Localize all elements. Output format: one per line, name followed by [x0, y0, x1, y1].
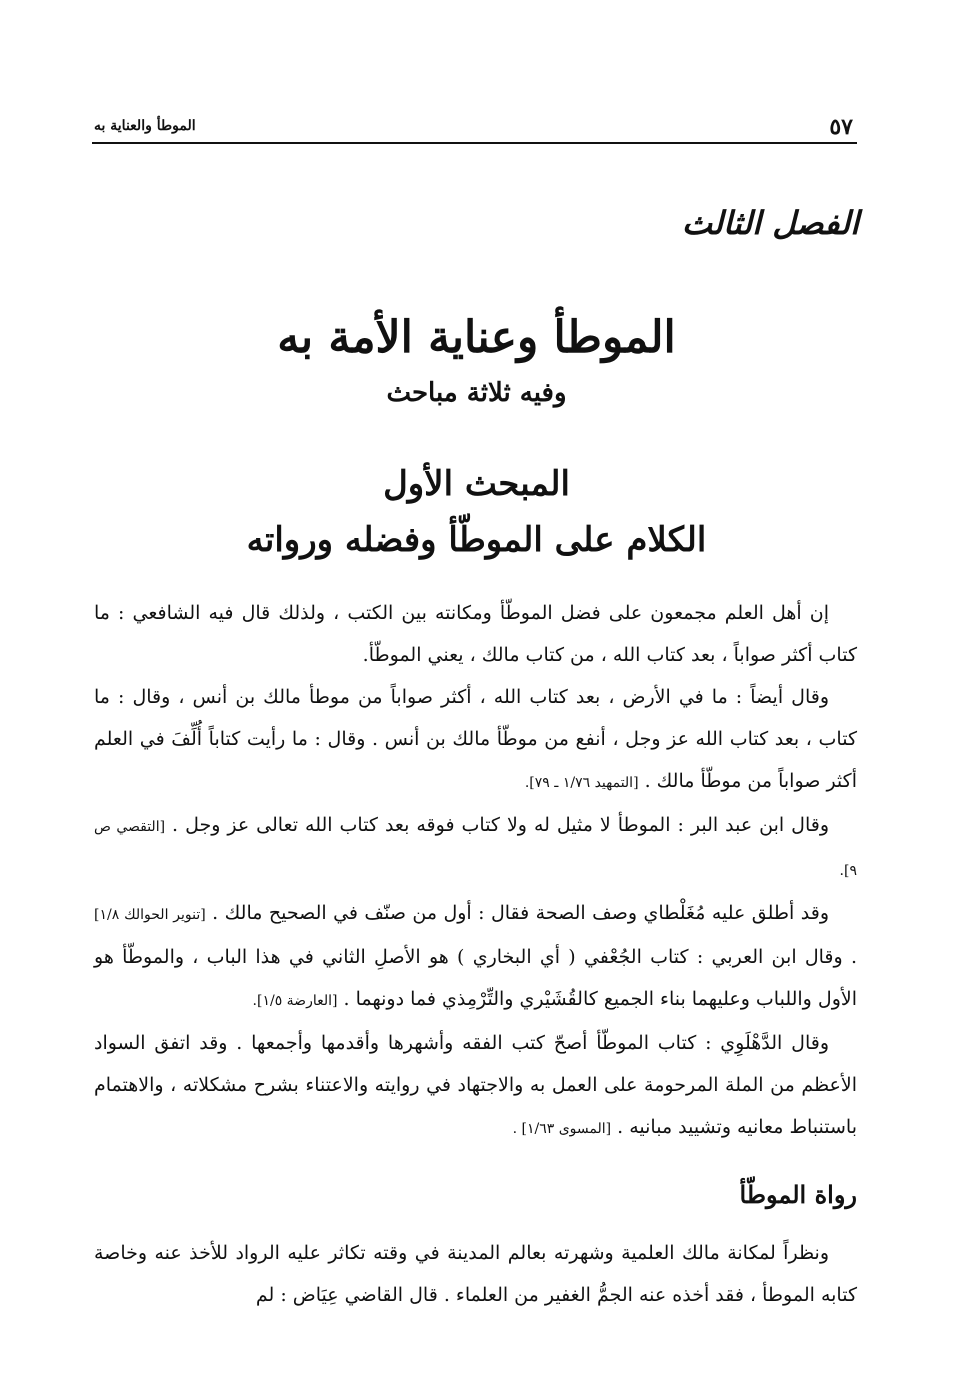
citation: [المسوى ١/٦٣] .	[512, 1121, 612, 1137]
citation: [تنوير الحوالك ١/٨]	[94, 907, 206, 923]
citation: [التمهيد ١/٧٦ ـ ٧٩].	[524, 775, 639, 791]
paragraph: وقال ابن عبد البر : الموطأ لا مثيل له ولا كتاب فوقه بعد كتاب الله تعالى عز وجل . [التقصي ص ٩].	[94, 814, 857, 879]
citation: [التقصي ص ٩].	[94, 819, 857, 879]
body-text-continued	[94, 1232, 857, 1316]
page-number: ٥٧	[829, 114, 853, 140]
header-rule	[92, 142, 857, 144]
paragraph: وقال أيضاً : ما في الأرض ، بعد كتاب الله ، أكثر صواباً من موطأ مالك بن أنس ، وقال : ما كتاب ، بعد كتاب الله عز وجل ، أنفع من موطّأ مالك بن أنس . وقال : ما رأيت كتاباً أُلِّفَ في العلم أكثر صواباً من موطّأ مالك . [التمهيد ١/٧٦ ـ ٧٩].	[94, 686, 857, 792]
running-title: الموطأ والعناية به	[94, 118, 196, 134]
page-title: الموطأ وعناية الأمة به	[277, 312, 676, 363]
section-subtitle: الكلام على الموطّأ وفضله ورواته	[246, 520, 707, 560]
subheading: رواة الموطّأ	[739, 1180, 857, 1209]
paragraph: وقد أطلق عليه مُغَلْطاي وصف الصحة فقال : أول من صنّف في الصحيح مالك . [تنوير الحوالك ١/٨] . وقال ابن العربي : كتاب الجُعْفي ( أي البخاري ) هو الأصلِ الثاني في هذا الباب ، والموطّأ هو الأول واللباب وعليهما بناء الجميع كالقُشَيْري والتِّرْمِذي فما دونهما . [العارضة ١/٥].	[94, 902, 857, 1010]
section-title: المبحث الأول	[383, 464, 570, 504]
paragraph: إن أهل العلم مجمعون على فضل الموطّأ ومكانته بين الكتب ، ولذلك قال فيه الشافعي : ما كتاب أكثر صواباً ، بعد كتاب الله ، من كتاب مالك ، يعني الموطّأ.	[94, 602, 857, 666]
page-subtitle: وفيه ثلاثة مباحث	[386, 378, 567, 408]
citation: [العارضة ١/٥].	[252, 993, 338, 1009]
chapter-label: الفصل الثالث	[681, 204, 859, 242]
paragraph: وقال الدَّهْلَوِي : كتاب الموطّأ أصحّ كتب الفقه وأشهرها وأقدمها وأجمعها . وقد اتفق السواد الأعظم من الملة المرحومة على العمل به والاجتهاد في روايته والاعتناء بشرح مشكلاته ، والاهتمام باستنباط معانيه وتشييد مبانيه . [المسوى ١/٦٣] .	[94, 1032, 857, 1138]
paragraph: ونظراً لمكانة مالك العلمية وشهرته بعالم المدينة في وقته تكاثر عليه الرواد للأخذ عنه وخاصة كتابه الموطأ ، فقد أخذه عنه الجمُّ الغفير من العلماء . قال القاضي عِيَاض : لم	[94, 1242, 857, 1306]
body-text	[94, 592, 857, 1150]
